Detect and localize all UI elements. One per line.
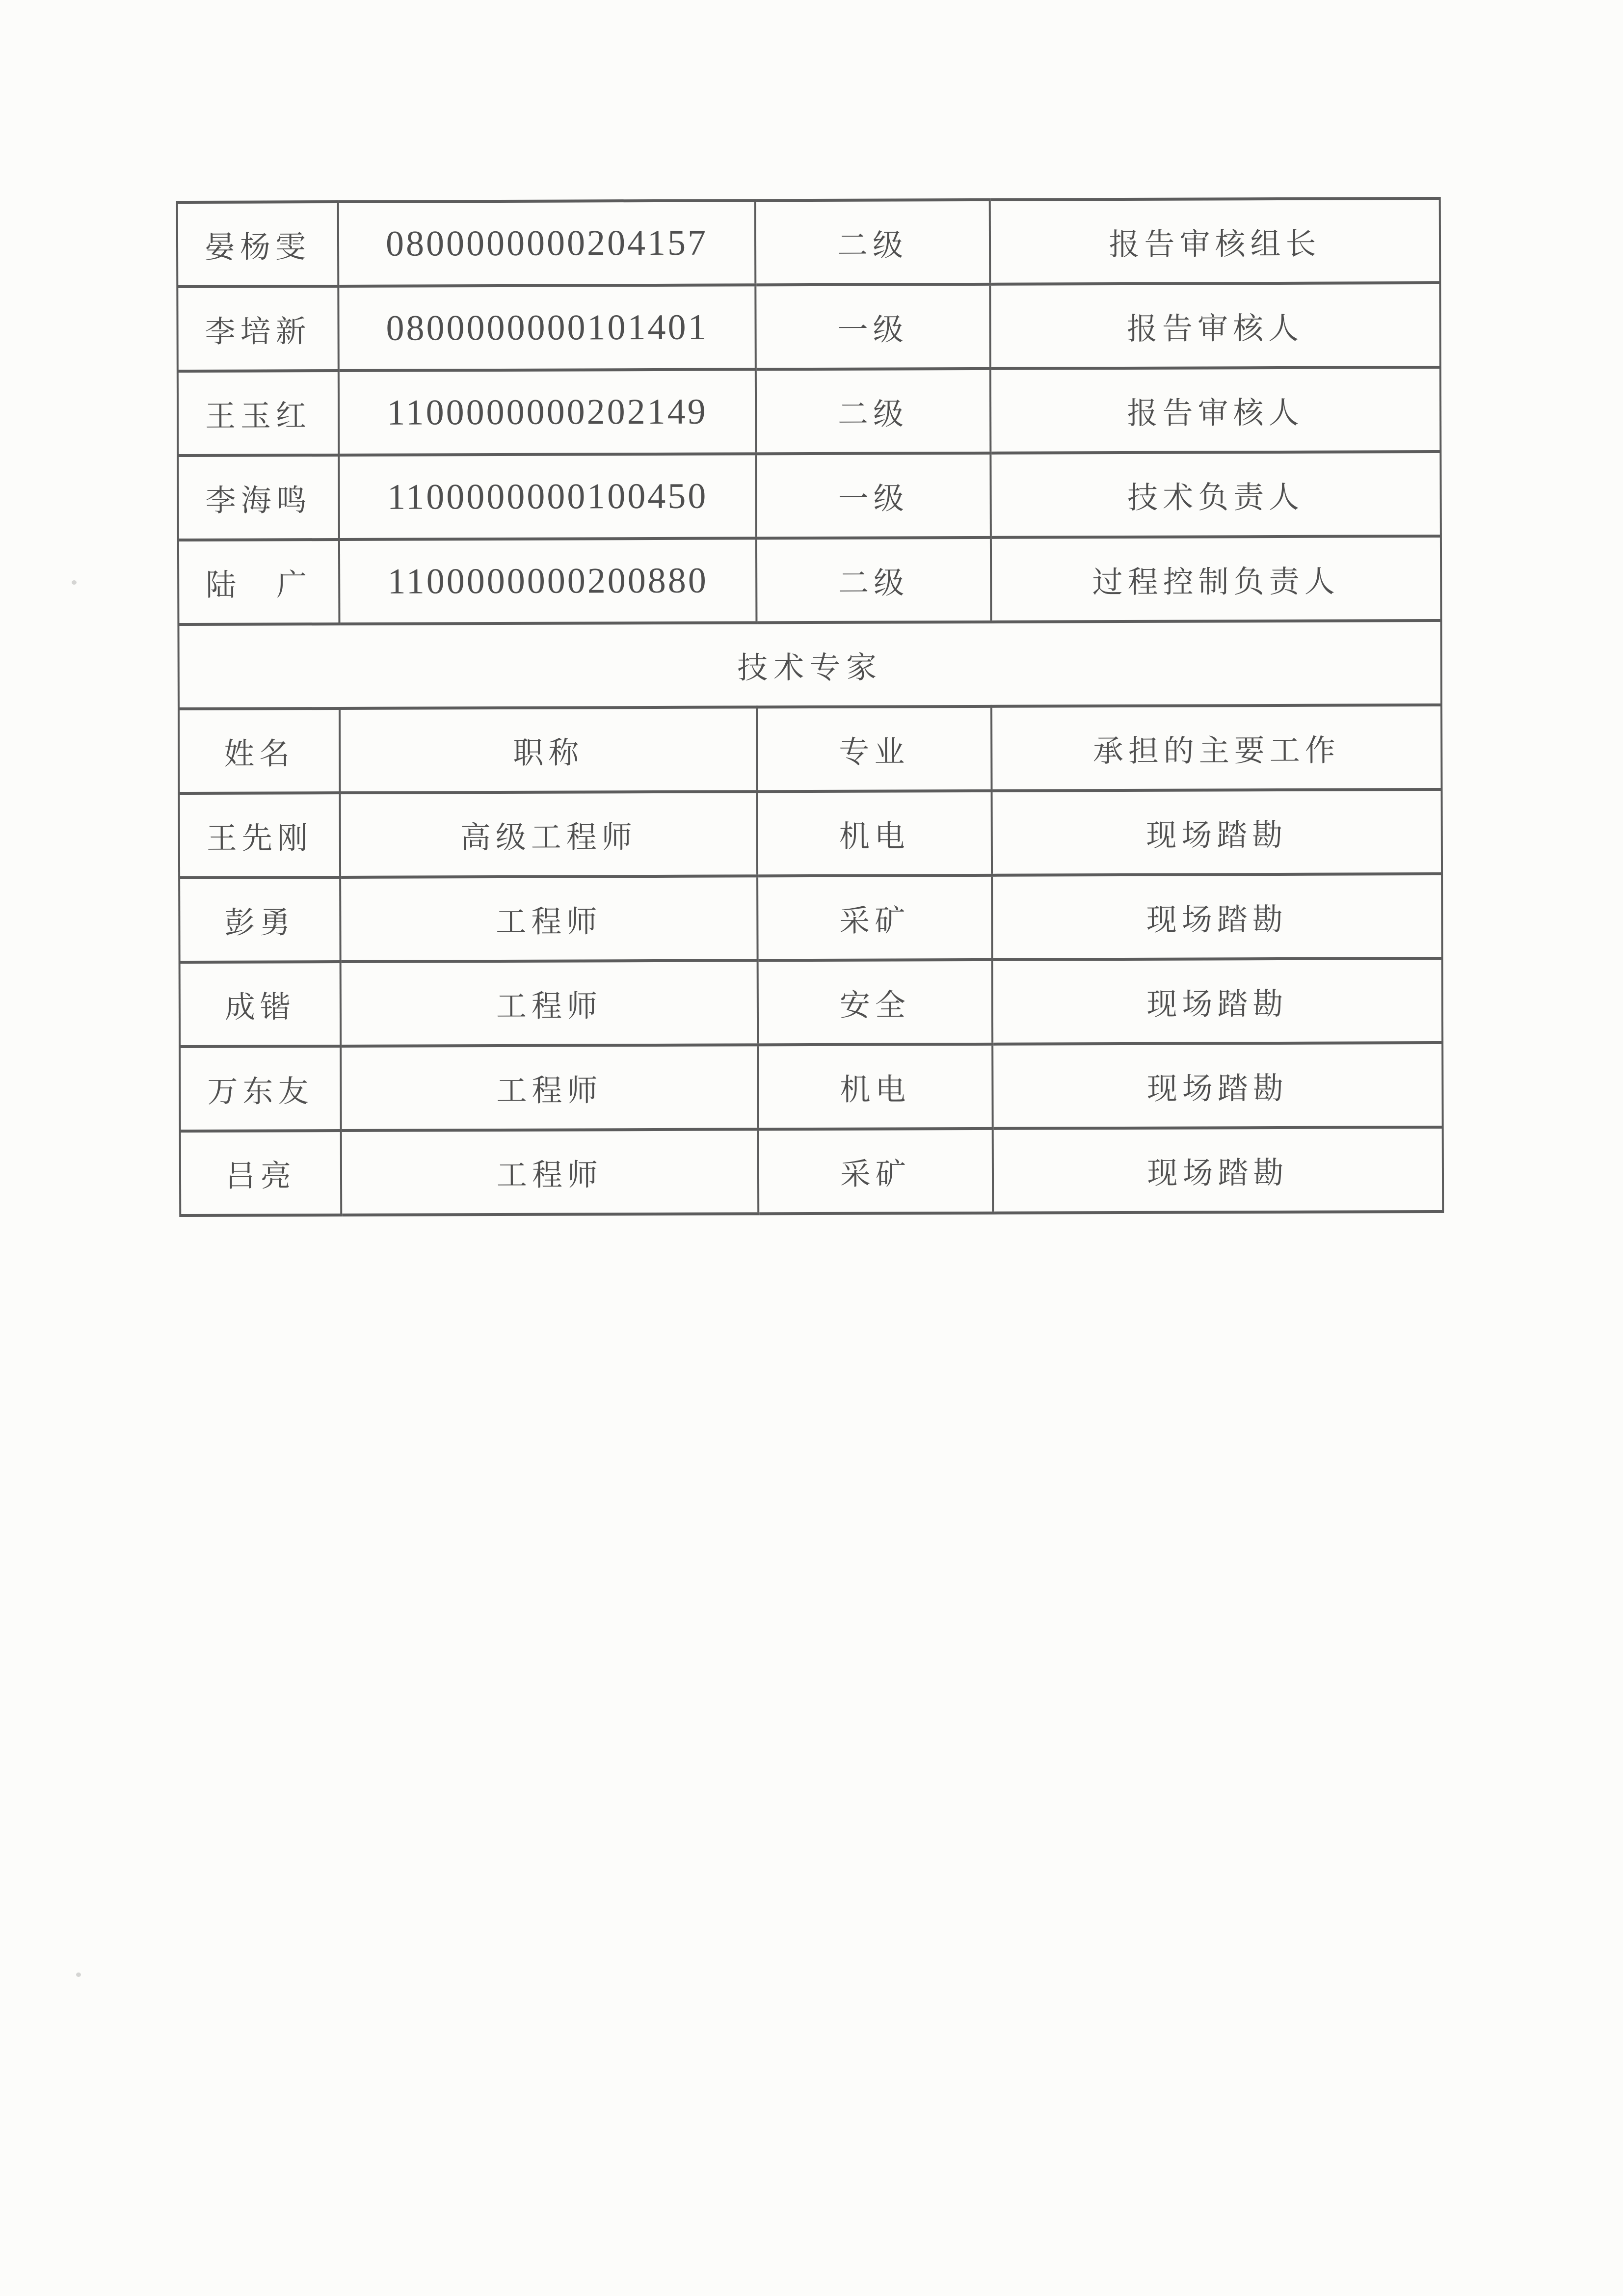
cert-number-cell: 0800000000101401 (338, 285, 756, 371)
scan-speck (72, 580, 77, 585)
section-title: 技术专家 (178, 621, 1441, 709)
level-cell: 二级 (755, 200, 990, 285)
person-name-cell: 陆 广 (178, 540, 340, 624)
role-cell: 报告审核人 (990, 283, 1440, 369)
expert-name-cell: 万东友 (180, 1046, 341, 1131)
expert-work-cell: 现场踏勘 (992, 789, 1442, 875)
level-cell: 二级 (756, 538, 991, 623)
personnel-row (177, 198, 1440, 287)
header-name-cell: 姓名 (179, 708, 340, 793)
person-name-cell: 晏杨雯 (177, 202, 339, 287)
role-cell: 技术负责人 (990, 452, 1441, 538)
person-name-cell: 李海鸣 (178, 455, 339, 540)
expert-work-cell: 现场踏勘 (993, 1127, 1443, 1213)
personnel-row (178, 452, 1441, 540)
expert-major-cell: 采矿 (758, 1129, 993, 1214)
expert-name-cell: 吕亮 (180, 1131, 342, 1216)
expert-major-cell: 采矿 (757, 875, 992, 961)
expert-title-cell: 工程师 (341, 1129, 759, 1215)
personnel-row (177, 283, 1440, 371)
expert-work-cell: 现场踏勘 (992, 958, 1443, 1044)
section-header-row (178, 621, 1441, 709)
personnel-row (178, 367, 1441, 456)
role-cell: 报告审核组长 (990, 198, 1440, 284)
expert-work-cell: 现场踏勘 (992, 874, 1442, 960)
cert-number-cell: 1100000000200880 (339, 538, 757, 624)
expert-major-cell: 机电 (758, 1044, 993, 1130)
expert-work-cell: 现场踏勘 (992, 1043, 1443, 1129)
person-name-cell: 李培新 (177, 286, 339, 371)
expert-name-cell: 成锴 (180, 962, 341, 1047)
level-cell: 一级 (756, 453, 991, 539)
level-cell: 一级 (755, 284, 990, 370)
expert-title-cell: 高级工程师 (340, 791, 758, 877)
role-cell: 过程控制负责人 (991, 536, 1441, 622)
expert-title-cell: 工程师 (341, 1045, 758, 1131)
cert-number-cell: 1100000000100450 (339, 454, 756, 540)
header-major-cell: 专业 (757, 706, 992, 792)
expert-row (179, 789, 1442, 878)
header-work-cell: 承担的主要工作 (991, 705, 1442, 791)
role-cell: 报告审核人 (990, 367, 1441, 453)
expert-title-cell: 工程师 (341, 960, 758, 1046)
cert-number-cell: 1100000000202149 (339, 369, 756, 455)
expert-major-cell: 安全 (758, 960, 993, 1045)
expert-row (180, 1127, 1443, 1216)
level-cell: 二级 (756, 369, 991, 454)
personnel-experts-table (176, 197, 1444, 1217)
expert-title-cell: 工程师 (340, 876, 758, 962)
cert-number-cell: 0800000000204157 (338, 200, 756, 286)
expert-header-row (179, 705, 1442, 793)
personnel-row (178, 536, 1441, 624)
header-title-cell: 职称 (340, 707, 757, 793)
expert-row (180, 1043, 1443, 1131)
scan-speck (76, 1972, 81, 1977)
expert-row (180, 958, 1443, 1047)
person-name-cell: 王玉红 (178, 371, 339, 456)
expert-name-cell: 王先刚 (179, 793, 341, 878)
expert-row (179, 874, 1442, 962)
expert-major-cell: 机电 (757, 791, 992, 876)
expert-name-cell: 彭勇 (179, 877, 341, 962)
